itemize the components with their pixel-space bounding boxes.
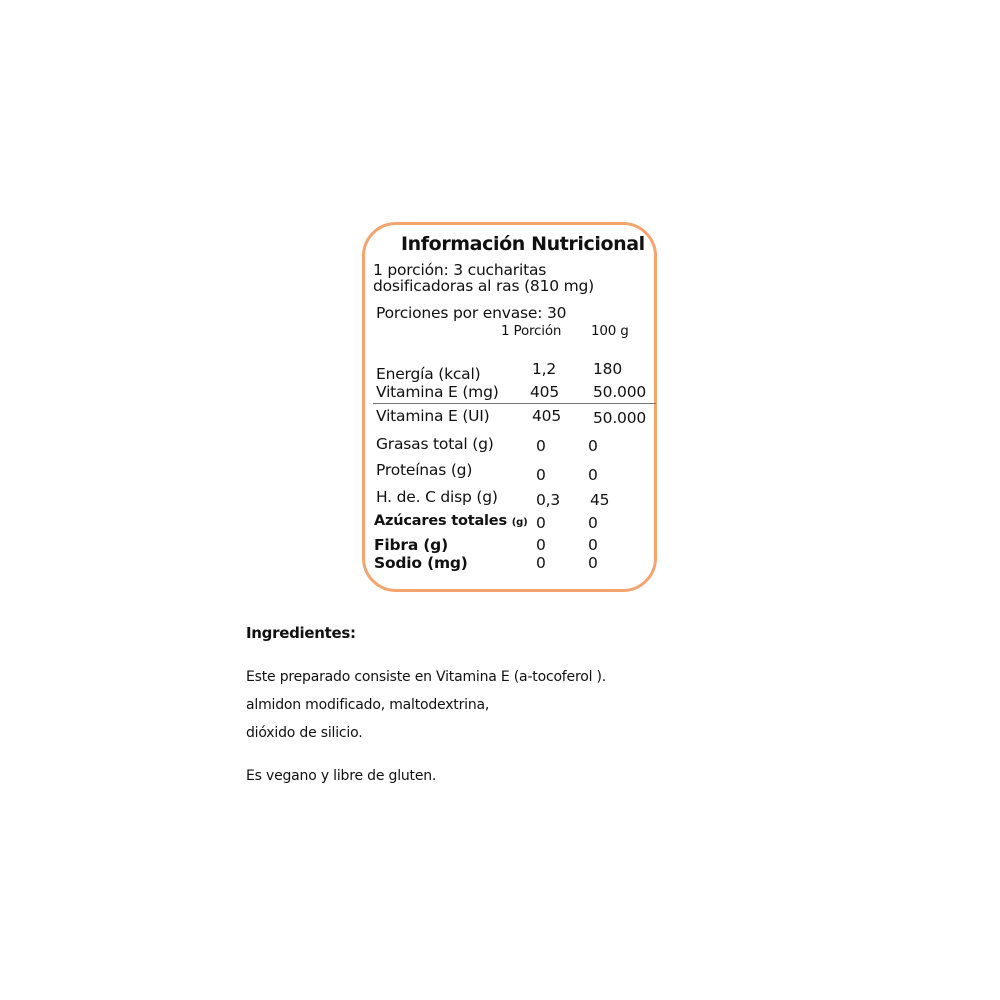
row-vitamin-e-mg-label: Vitamina E (mg) (376, 383, 499, 401)
row-energy-100g: 180 (593, 360, 622, 378)
row-vitamin-e-ui-portion: 405 (532, 407, 561, 425)
row-energy-portion: 1,2 (532, 360, 557, 378)
column-header-portion: 1 Porción (501, 323, 562, 339)
row-protein-100g: 0 (588, 466, 598, 484)
row-carbs-100g: 45 (590, 491, 610, 509)
row-fat-portion: 0 (536, 437, 546, 455)
row-divider (373, 403, 656, 404)
row-sugars-portion: 0 (536, 514, 546, 532)
row-fat-label: Grasas total (g) (376, 435, 494, 453)
row-vitamin-e-mg-100g: 50.000 (593, 383, 647, 401)
serving-size-line-1: 1 porción: 3 cucharitas (373, 261, 547, 279)
column-header-100g: 100 g (591, 323, 629, 339)
row-carbs-label: H. de. C disp (g) (376, 488, 498, 506)
row-sodium-100g: 0 (588, 554, 598, 572)
serving-size-line-2: dosificadoras al ras (810 mg) (373, 277, 595, 295)
row-fiber-label: Fibra (g) (374, 536, 448, 554)
ingredients-line-3: dióxido de silicio. (246, 725, 363, 741)
row-sugars-100g: 0 (588, 514, 598, 532)
row-sodium-label: Sodio (mg) (374, 554, 468, 572)
row-vitamin-e-ui-label: Vitamina E (UI) (376, 407, 490, 425)
row-fiber-portion: 0 (536, 536, 546, 554)
ingredients-line-2: almidon modificado, maltodextrina, (246, 697, 490, 713)
nutrition-facts-panel (362, 222, 657, 592)
row-fat-100g: 0 (588, 437, 598, 455)
ingredients-line-1: Este preparado consiste en Vitamina E (a-tocoferol ). (246, 669, 607, 685)
row-fiber-100g: 0 (588, 536, 598, 554)
servings-per-container: Porciones por envase: 30 (376, 304, 567, 322)
row-energy-label: Energía (kcal) (376, 365, 481, 383)
row-protein-label: Proteínas (g) (376, 461, 473, 479)
ingredients-title: Ingredientes: (246, 624, 356, 642)
vegan-gluten-free-note: Es vegano y libre de gluten. (246, 768, 437, 784)
row-sugars-label: Azúcares totales (g) (374, 513, 528, 529)
row-vitamin-e-ui-100g: 50.000 (593, 409, 647, 427)
nutrition-title: Información Nutricional (401, 233, 645, 255)
row-vitamin-e-mg-portion: 405 (530, 383, 559, 401)
row-carbs-portion: 0,3 (536, 491, 561, 509)
row-sodium-portion: 0 (536, 554, 546, 572)
row-protein-portion: 0 (536, 466, 546, 484)
